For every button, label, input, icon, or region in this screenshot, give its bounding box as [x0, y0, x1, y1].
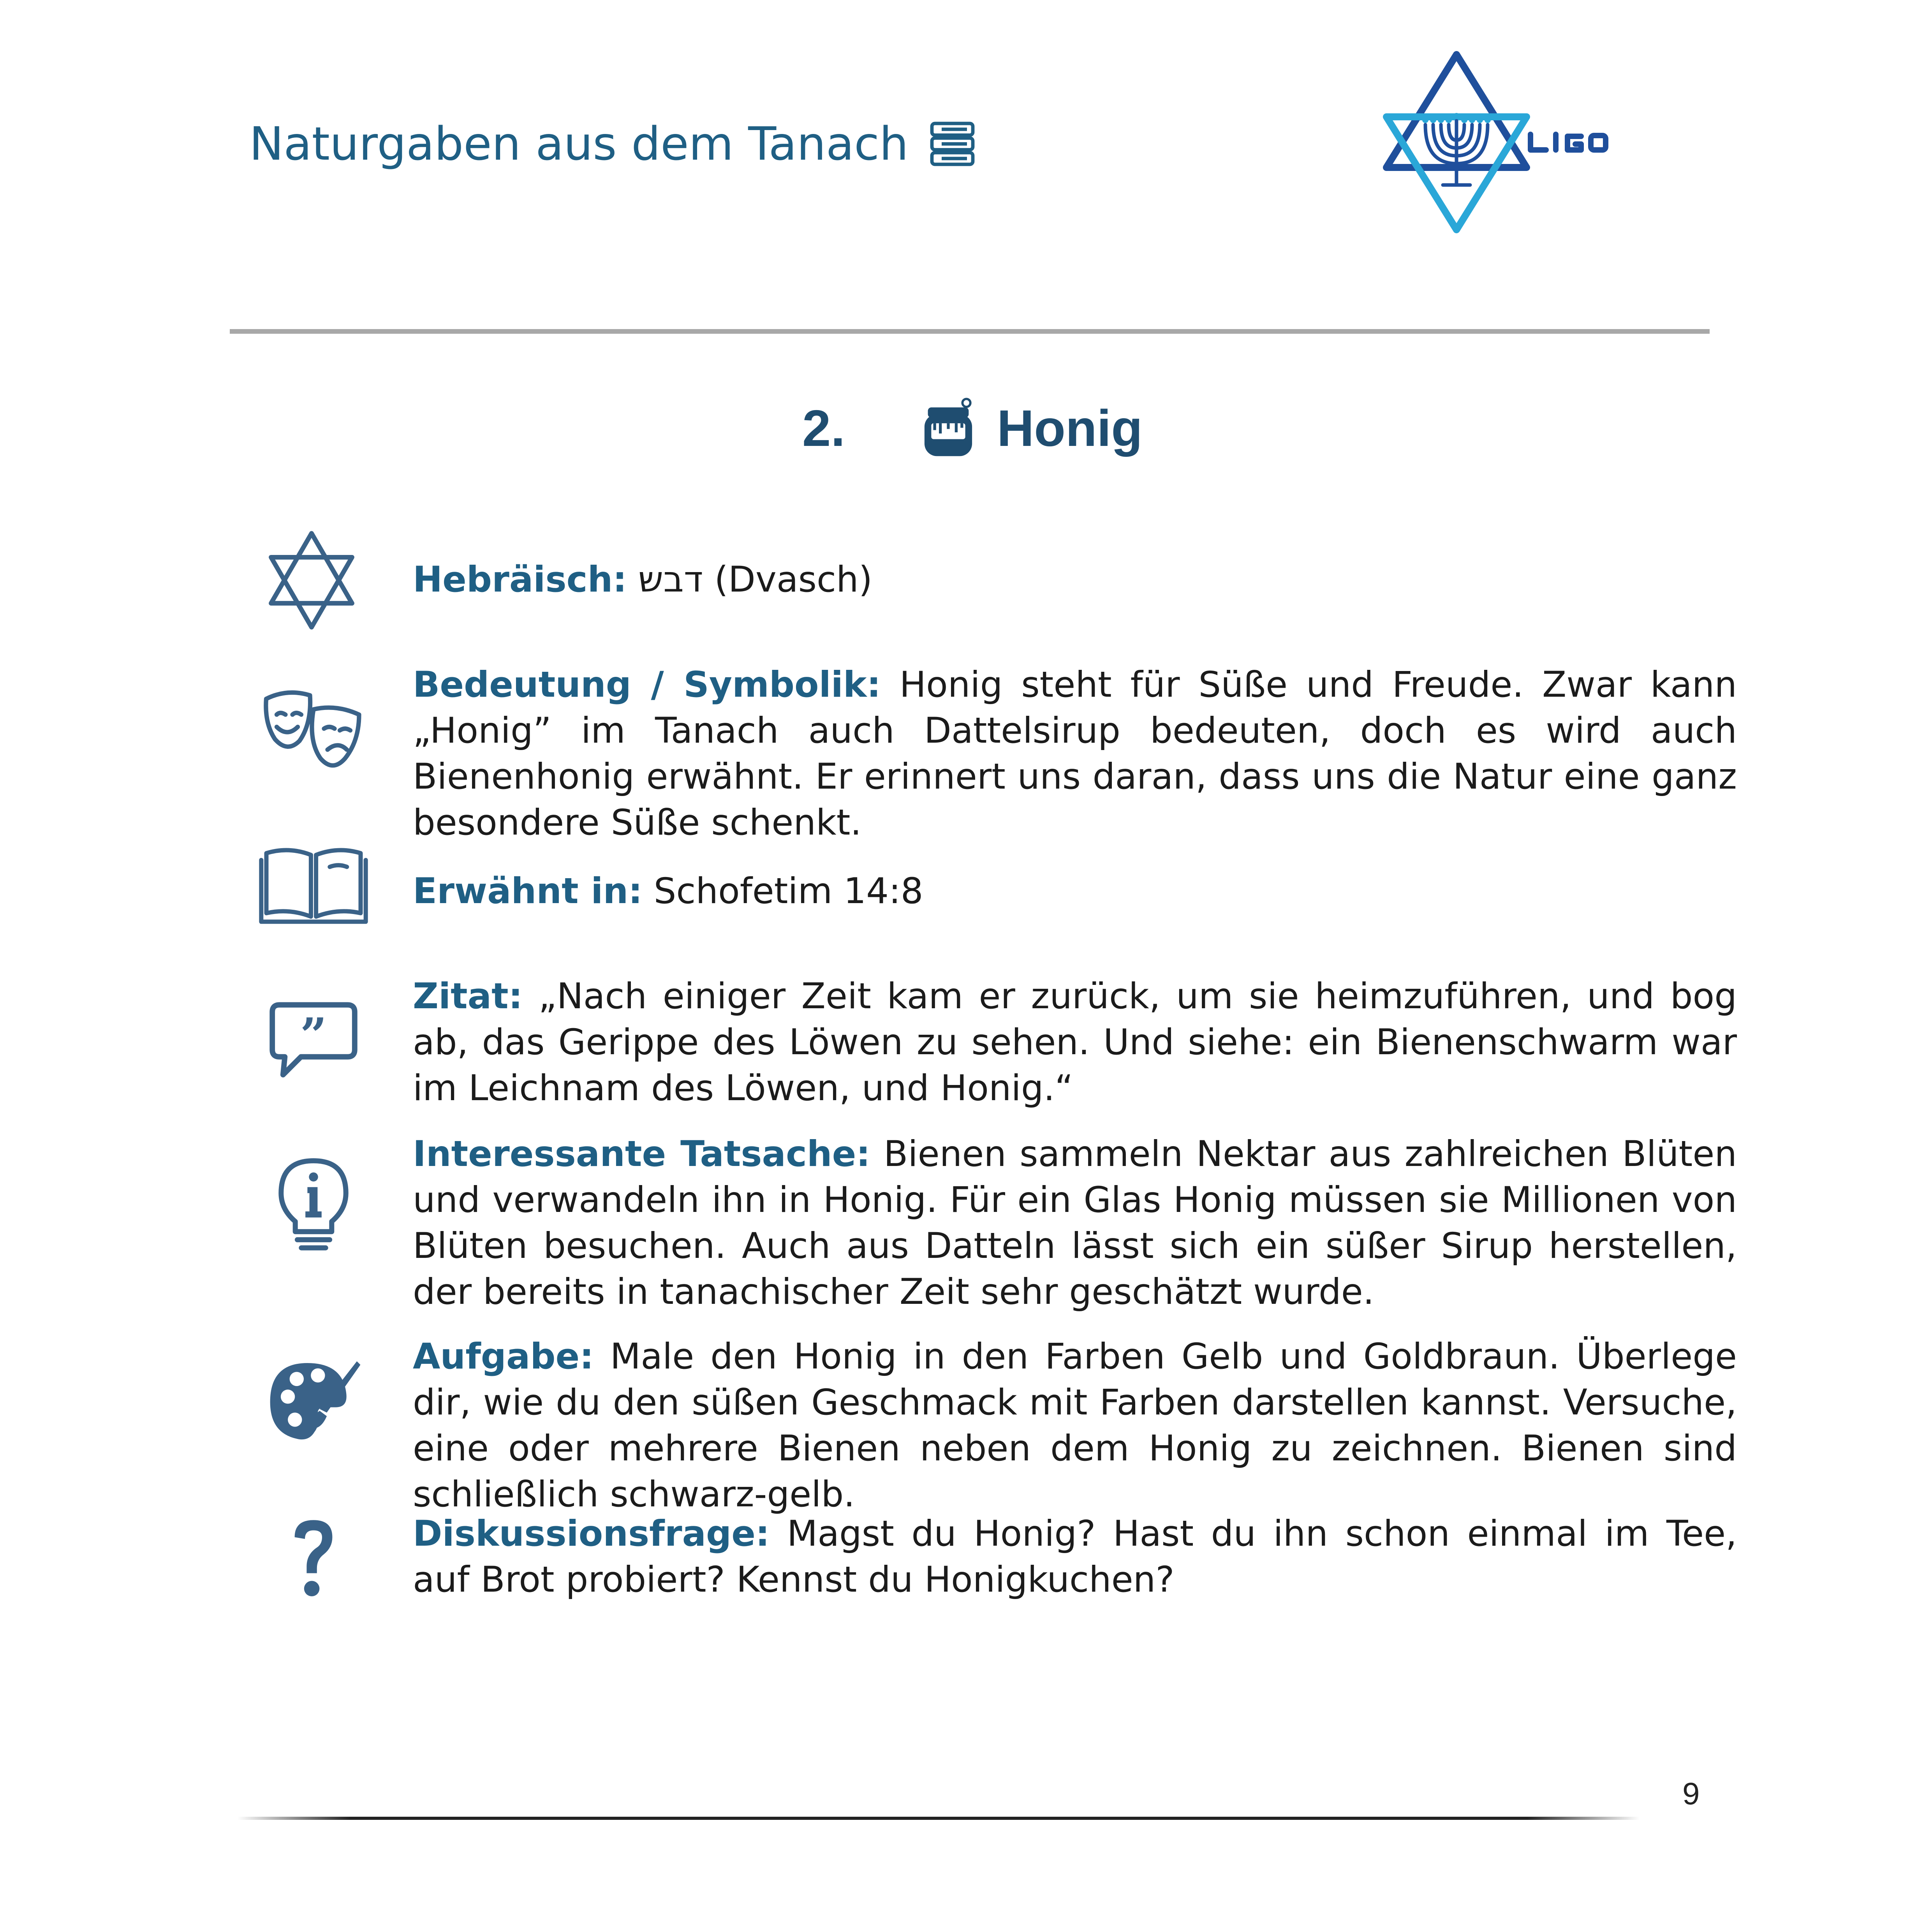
- entry-text: [413, 1131, 1737, 1315]
- honey-jar-icon: [919, 397, 977, 460]
- theater-masks-icon: [261, 685, 366, 779]
- question-mark-icon: [284, 1515, 343, 1601]
- entry-label: Aufgabe:: [413, 1336, 594, 1377]
- palette-icon: [265, 1357, 362, 1447]
- entry-text: [413, 662, 1737, 846]
- section-title: Honig: [997, 400, 1143, 457]
- quote-bubble-icon: [269, 997, 358, 1083]
- header-divider: [230, 329, 1710, 334]
- entry-text: [413, 1334, 1737, 1518]
- entry-text: [413, 974, 1737, 1111]
- entry-body: דבש (Dvasch): [627, 559, 873, 600]
- entry-body: Magst du Honig? Hast du ihn schon einmal im Tee, auf Brot probiert? Kennst du Honigkuchen?: [413, 1513, 1737, 1600]
- entry-text: [413, 868, 1737, 914]
- entry-text: [413, 1511, 1737, 1603]
- entry-label: Hebräisch:: [413, 559, 627, 600]
- page-number: 9: [1682, 1776, 1700, 1811]
- document-title: Naturgaben aus dem Tanach: [249, 117, 909, 171]
- lightbulb-info-icon: [273, 1155, 354, 1256]
- svg-text:”: ”: [300, 1008, 327, 1063]
- entry-label: Diskussionsfrage:: [413, 1513, 770, 1554]
- entry-label: Zitat:: [413, 976, 523, 1017]
- entry-body: Male den Honig in den Farben Gelb und Goldbraun. Überlege dir, wie du den süßen Geschmack mit Farben darstellen kannst. Versuche, eine oder mehrere Bienen neben dem Honig zu zeichnen. Bienen sind schließlich schwarz-gelb.: [413, 1336, 1737, 1515]
- entry-label: Erwähnt in:: [413, 871, 643, 912]
- entry-body: Schofetim 14:8: [642, 871, 923, 912]
- entry-body: „Nach einiger Zeit kam er zurück, um sie heimzuführen, und bog ab, das Gerippe des Löwen zu sehen. Und siehe: ein Bienenschwarm war im Leichnam des Löwen, und Honig.“: [413, 976, 1737, 1109]
- entry-body: Honig steht für Süße und Freude. Zwar kann „Honig” im Tanach auch Dattelsirup bedeuten, doch es wird auch Bienenhonig erwähnt. Er erinnert uns daran, dass uns die Natur eine ganz besondere Süße schenkt.: [413, 664, 1737, 843]
- document-header: [249, 117, 977, 171]
- entry-text: [413, 557, 1737, 603]
- books-icon: [928, 120, 977, 168]
- entry-body: Bienen sammeln Nektar aus zahlreichen Blüten und verwandeln ihn in Honig. Für ein Glas Honig müssen sie Millionen von Blüten besuchen. Auch aus Datteln lässt sich ein süßer Sirup herstellen, der bereits in tanachischer Zeit sehr geschätzt wurde.: [413, 1134, 1737, 1312]
- entry-label: Bedeutung / Symbolik:: [413, 664, 881, 705]
- footer-divider: [238, 1817, 1640, 1820]
- section-heading: [0, 389, 1932, 467]
- open-book-icon: [257, 841, 370, 927]
- section-number: 2.: [802, 400, 845, 457]
- star-of-david-icon: [265, 530, 358, 631]
- organization-logo: [1379, 51, 1628, 238]
- entry-label: Interessante Tatsache:: [413, 1134, 870, 1175]
